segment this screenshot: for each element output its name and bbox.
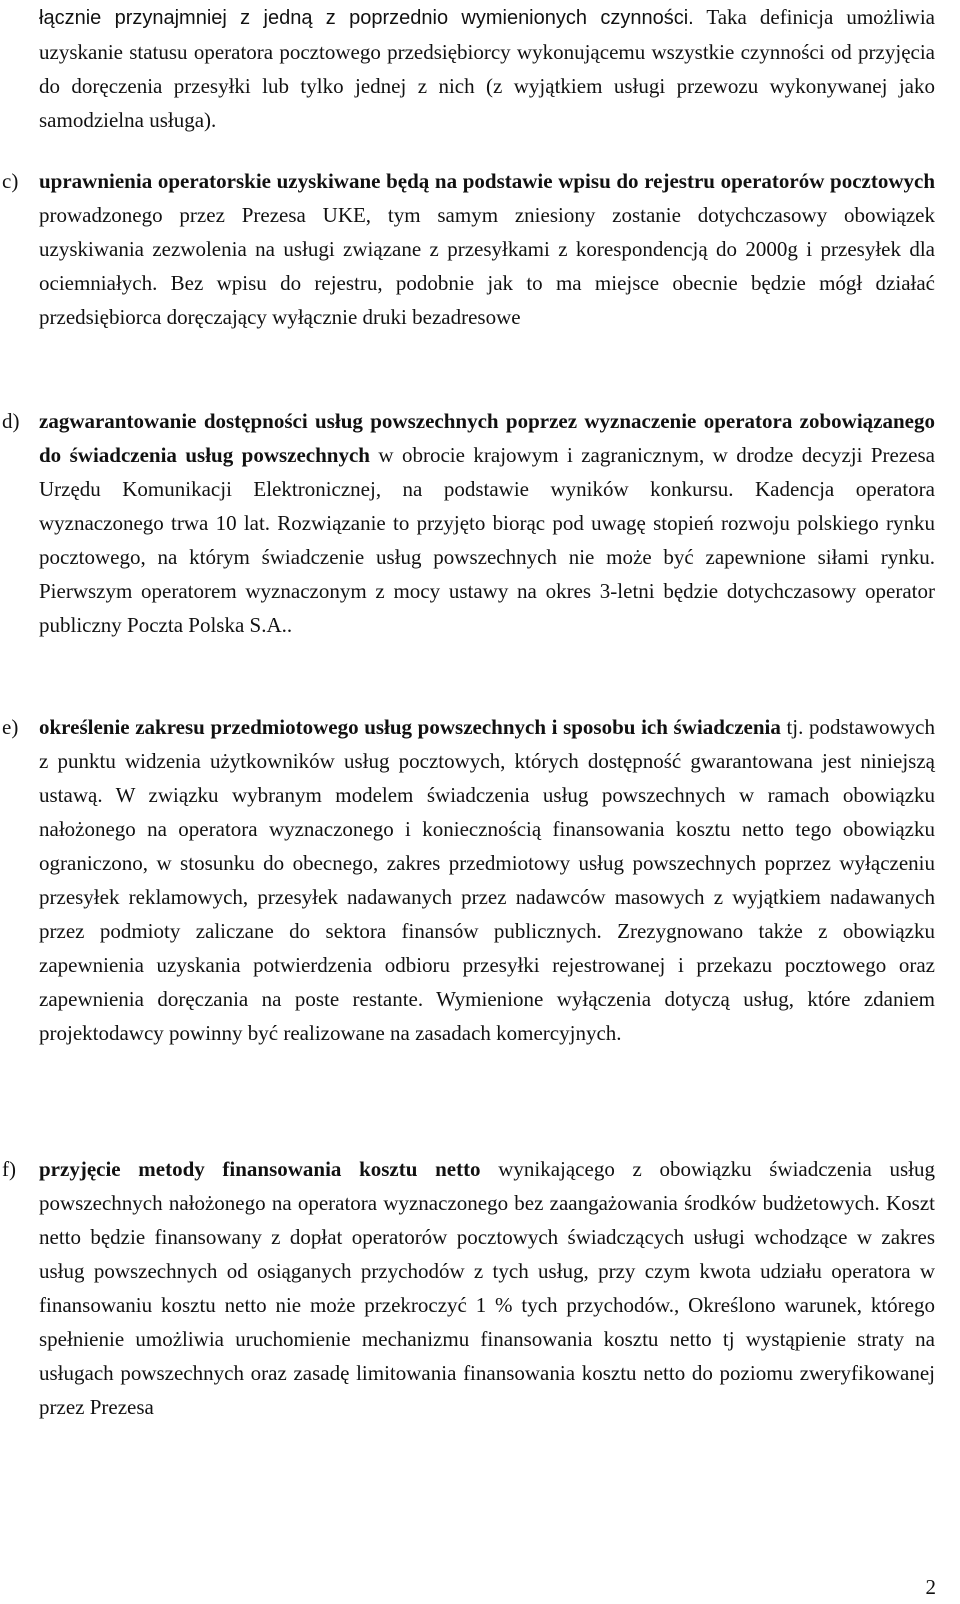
page-number: 2 [925,1575,936,1599]
list-marker: f) [2,1157,16,1181]
list-item-body: wynikającego z obowiązku świadczenia usług powszechnych nałożonego na operatora wyznaczonego bez zaangażowania środków budżetowych. Koszt netto będzie finansowany z dopłat operatorów pocztowych świadczących usługi wchodzące w zakres usług powszechnych od osiąganych przychodów z tych usług, przy czym kwota udziału operatora w finansowaniu kosztu netto nie może przekroczyć 1 % tych przychodów., Określono warunek, którego spełnienie umożliwia uruchomienie mechanizmu finansowania kosztu netto tj wystąpienie straty na usługach powszechnych oraz zasadę limitowania finansowania kosztu netto do poziomu zweryfikowanej przez Prezesa [39,1157,935,1419]
list-marker: d) [2,409,20,433]
list-item-body: w obrocie krajowym i zagranicznym, w drodze decyzji Prezesa Urzędu Komunikacji Elektronicznej, na podstawie wyników konkursu. Kadencja operatora wyznaczonego trwa 10 lat. Rozwiązanie to przyjęto biorąc pod uwagę stopień rozwoju polskiego rynku pocztowego, na którym świadczenie usług powszechnych nie może być zapewnione siłami rynku. Pierwszym operatorem wyznaczonym z mocy ustawy na okres 3-letni będzie dotychczasowy operator publiczny Poczta Polska S.A.. [39,443,935,637]
list-item-text [39,710,935,1050]
intro-sans-text: łącznie przynajmniej z jedną z poprzednio wymienionych czynności. [39,7,694,29]
list-item-bold-lead: określenie zakresu przedmiotowego usług powszechnych i sposobu ich świadczenia [39,715,781,739]
intro-paragraph [39,0,935,137]
list-item-text [39,1152,935,1424]
list-item-bold-lead: przyjęcie metody finansowania kosztu netto [39,1157,481,1181]
list-marker: c) [2,169,19,193]
list-item-body: tj. podstawowych z punktu widzenia użytkowników usług pocztowych, których dostępność gwarantowana jest niniejszą ustawą. W związku wybranym modelem świadczenia usług powszechnych w ramach obowiązku nałożonego na operatora wyznaczonego i koniecznością finansowania kosztu netto tego obowiązku ograniczono, w stosunku do obecnego, zakres przedmiotowy usług powszechnych poprzez wyłączeniu przesyłek reklamowych, przesyłek nadawanych przez nadawców masowych z wyjątkiem nadawanych przez podmioty zaliczane do sektora finansów publicznych. Zrezygnowano także z obowiązku zapewnienia uzyskania potwierdzenia odbioru przesyłki rejestrowanej i przekazu pocztowego oraz zapewnienia doręczania na poste restante. Wymienione wyłączenia dotyczą usług, które zdaniem projektodawcy powinny być realizowane na zasadach komercyjnych. [39,715,935,1045]
list-item-bold-lead: zagwarantowanie dostępności usług powszechnych poprzez wyznaczenie operatora zobowiązanego do świadczenia usług powszechnych [39,409,935,467]
list-item-body: prowadzonego przez Prezesa UKE, tym samym zniesiony zostanie dotychczasowy obowiązek uzyskiwania zezwolenia na usługi związane z przesyłkami z korespondencją do 2000g i przesyłek dla ociemniałych. Bez wpisu do rejestru, podobnie jak to ma miejsce obecnie będzie mógł działać przedsiębiorca doręczający wyłącznie druki bezadresowe [39,203,935,329]
list-marker: e) [2,715,19,739]
list-item-text [39,404,935,642]
list-item-text [39,164,935,334]
intro-serif-text: Taka definicja umożliwia uzyskanie statusu operatora pocztowego przedsiębiorcy wykonującemu wszystkie czynności od przyjęcia do doręczenia przesyłki lub tylko jednej z nich (z wyjątkiem usługi przewozu wykonywanej jako samodzielna usługa). [39,5,935,132]
list-item-bold-lead: uprawnienia operatorskie uzyskiwane będą na podstawie wpisu do rejestru operatorów pocztowych [39,169,935,193]
